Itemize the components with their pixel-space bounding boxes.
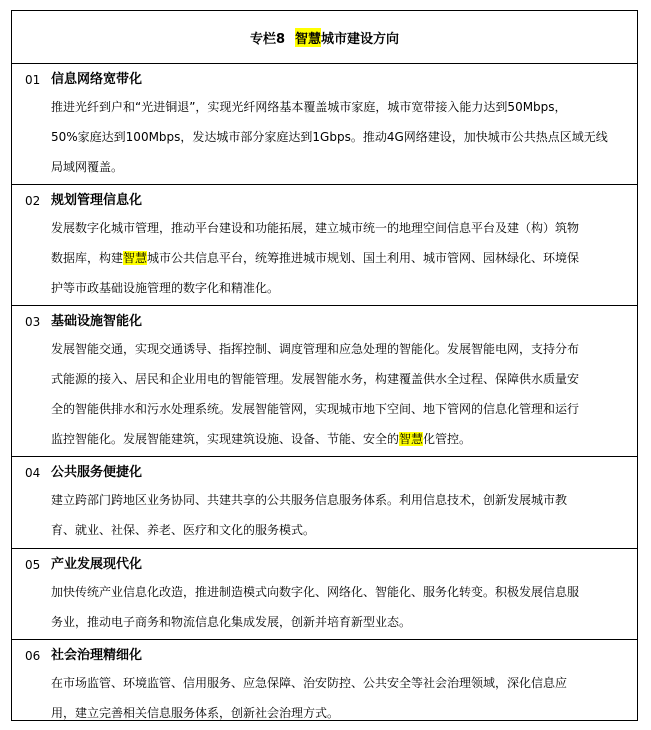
- body-line: [51, 668, 631, 698]
- section-heading: 信息网络宽带化: [51, 72, 143, 87]
- body-line: [51, 698, 631, 728]
- body-line: [51, 485, 631, 515]
- body-line: [51, 334, 631, 364]
- section-body: [51, 668, 631, 728]
- highlighted-term: 智慧: [123, 251, 148, 265]
- highlighted-term: 智慧: [399, 432, 424, 446]
- section-heading: 社会治理精细化: [51, 648, 143, 663]
- body-line: [51, 424, 631, 454]
- body-line: [51, 607, 631, 637]
- section-broadband: [12, 64, 637, 185]
- section-body: [51, 577, 631, 637]
- section-number: 01: [25, 73, 41, 87]
- section-public-service: [12, 457, 637, 549]
- section-infrastructure: [12, 306, 637, 457]
- body-text: 建立跨部门跨地区业务协同、共建共享的公共服务信息服务体系。利用信息技术，创新发展城市教: [51, 493, 568, 507]
- section-planning: [12, 185, 637, 306]
- body-line: [51, 243, 631, 273]
- body-text: 发展数字化城市管理，推动平台建设和功能拓展，建立城市统一的地理空间信息平台及建（构）筑物: [51, 221, 580, 235]
- body-line: [51, 364, 631, 394]
- section-number: 02: [25, 194, 41, 208]
- body-text: 50%家庭达到100Mbps，发达城市部分家庭达到1Gbps。推动4G网络建设，加快城市公共热点区域无线: [51, 130, 608, 144]
- column-box: [11, 10, 638, 721]
- section-heading: 规划管理信息化: [51, 193, 143, 208]
- body-line: [51, 122, 631, 152]
- section-governance: [12, 640, 637, 720]
- column-title: [12, 11, 637, 64]
- body-line: [51, 92, 631, 122]
- section-body: [51, 92, 631, 182]
- section-number: 04: [25, 466, 41, 480]
- section-industry: [12, 549, 637, 640]
- section-heading: 基础设施智能化: [51, 314, 143, 329]
- section-body: [51, 334, 631, 454]
- section-number: 06: [25, 649, 41, 663]
- highlighted-term: 智慧: [295, 28, 321, 47]
- column-number: 专栏8: [249, 31, 285, 47]
- section-heading: 产业发展现代化: [51, 557, 143, 572]
- body-text: 局域网覆盖。: [51, 160, 124, 174]
- section-body: [51, 213, 631, 303]
- column-title-text: 城市建设方向: [321, 31, 400, 47]
- body-text: 护等市政基础设施管理的数字化和精准化。: [51, 281, 280, 295]
- body-text: 推进光纤到户和“光进铜退”，实现光纤网络基本覆盖城市家庭，城市宽带接入能力达到50Mbps，: [51, 100, 567, 114]
- section-body: [51, 485, 631, 545]
- section-number: 03: [25, 315, 41, 329]
- body-text: 发展智能交通，实现交通诱导、指挥控制、调度管理和应急处理的智能化。发展智能电网，支持分布: [51, 342, 580, 356]
- body-text: 在市场监管、环境监管、信用服务、应急保障、治安防控、公共安全等社会治理领域，深化信息应: [51, 676, 568, 690]
- section-number: 05: [25, 558, 41, 572]
- body-text: 务业，推动电子商务和物流信息化集成发展，创新并培育新型业态。: [51, 615, 412, 629]
- body-line: [51, 515, 631, 545]
- body-line: [51, 577, 631, 607]
- body-text: 化管控。: [423, 432, 472, 446]
- body-text: 城市公共信息平台，统筹推进城市规划、国土利用、城市管网、园林绿化、环境保: [147, 251, 580, 265]
- section-heading: 公共服务便捷化: [51, 465, 143, 480]
- body-line: [51, 273, 631, 303]
- body-text: 监控智能化。发展智能建筑，实现建筑设施、设备、节能、安全的: [51, 432, 400, 446]
- body-line: [51, 152, 631, 182]
- body-text: 加快传统产业信息化改造，推进制造模式向数字化、网络化、智能化、服务化转变。积极发展信息服: [51, 585, 580, 599]
- body-text: 全的智能供排水和污水处理系统。发展智能管网，实现城市地下空间、地下管网的信息化管理和运行: [51, 402, 580, 416]
- body-text: 育、就业、社保、养老、医疗和文化的服务模式。: [51, 523, 316, 537]
- body-text: 用，建立完善相关信息服务体系，创新社会治理方式。: [51, 706, 340, 720]
- body-text: 数据库，构建: [51, 251, 124, 265]
- body-line: [51, 213, 631, 243]
- body-text: 式能源的接入、居民和企业用电的智能管理。发展智能水务，构建覆盖供水全过程、保障供水质量安: [51, 372, 580, 386]
- body-line: [51, 394, 631, 424]
